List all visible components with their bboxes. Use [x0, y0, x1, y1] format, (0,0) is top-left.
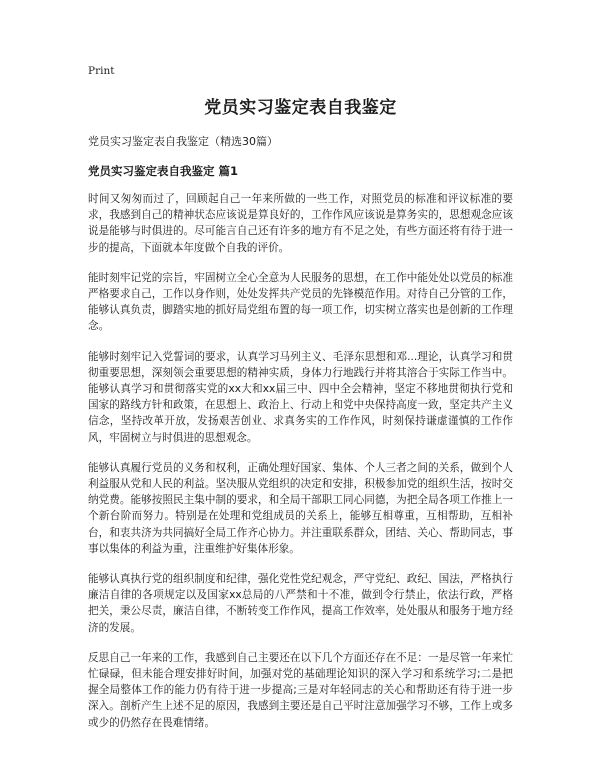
- document-title: 党员实习鉴定表自我鉴定: [204, 98, 397, 118]
- paragraph-4: 能够认真履行党员的义务和权利，正确处理好国家、集体、个人三者之间的关系，做到个人利益服从党和人民的利益。坚决服从党组织的决定和安排，积极参加党的组织生活，按时交纳党费。能够按照民主集中制的要求，和全局干部职工同心同德，为把全局各项工作推上一个新台阶而努力。特别是在处理和党组成员的关系上，能够互相尊重，互相帮助，互相补台，和衷共济为共同搞好全局工作齐心协力。并注重联系群众，团结、关心、帮助同志，事事以集体的利益为重，注重维护好集体形象。: [88, 461, 513, 555]
- paragraph-1: 时间又匆匆而过了，回顾起自己一年来所做的一些工作，对照党员的标准和评议标准的要求，我感到自己的精神状态应该说是算良好的，工作作风应该说是算务实的，思想观念应该说是能够与时俱进的。尽可能言自己还有许多的地方有不足之处，有些方面还将有待于进一步的提高，下面就本年度做个自我的评价。: [88, 193, 513, 254]
- document-subtitle: 党员实习鉴定表自我鉴定（精选30篇）: [88, 135, 278, 148]
- section-heading: 党员实习鉴定表自我鉴定 篇1: [88, 164, 239, 178]
- document-page: [88, 64, 513, 731]
- paragraph-3: 能够时刻牢记入党誓词的要求，认真学习马列主义、毛泽东思想和邓...理论，认真学习和贯彻重要思想，深刻领会重要思想的精神实质，身体力行地践行并将其溶合于实际工作当中。能够认真学习和贯彻落实党的xx大和xx届三中、四中全会精神，坚定不移地贯彻执行党和国家的路线方针和政策，在思想上、政治上、行动上和党中央保持高度一致，坚定共产主义信念，坚持改革开放，发扬艰苦创业、求真务实的工作作风，时刻保持谦虚谨慎的工作作风，牢固树立与时俱进的思想观念。: [88, 350, 513, 444]
- print-link[interactable]: Print: [88, 65, 115, 77]
- paragraph-5: 能够认真执行党的组织制度和纪律，强化党性党纪观念，严守党纪、政纪、国法，严格执行廉洁自律的各项规定以及国家xx总局的八严禁和十不准，做到令行禁止，依法行政，严格把关，秉公尽责，廉洁自律，不断转变工作作风，提高工作效率，处处服从和服务于地方经济的发展。: [88, 573, 513, 634]
- paragraph-2: 能时刻牢记党的宗旨，牢固树立全心全意为人民服务的思想，在工作中能处处以党员的标准严格要求自己，工作以身作则，处处发挥共产党员的先锋模范作用。对待自己分管的工作，能够认真负责，脚踏实地的抓好局党组布置的每一项工作，切实树立落实也是创新的工作理念。: [88, 271, 513, 333]
- paragraph-6: 反思自己一年来的工作，我感到自己主要还在以下几个方面还存在不足：一是尽管一年来忙忙碌碌，但未能合理安排好时间，加强对党的基础理论知识的深入学习和系统学习;二是把握全局整体工作的能力仍有待于进一步提高;三是对年轻同志的关心和帮助还有待于进一步深入。剖析产生上述不足的原因，我感到主要还是自己平时注意加强学习不够，工作上或多或少的仍然存在畏难情绪。: [88, 651, 513, 729]
